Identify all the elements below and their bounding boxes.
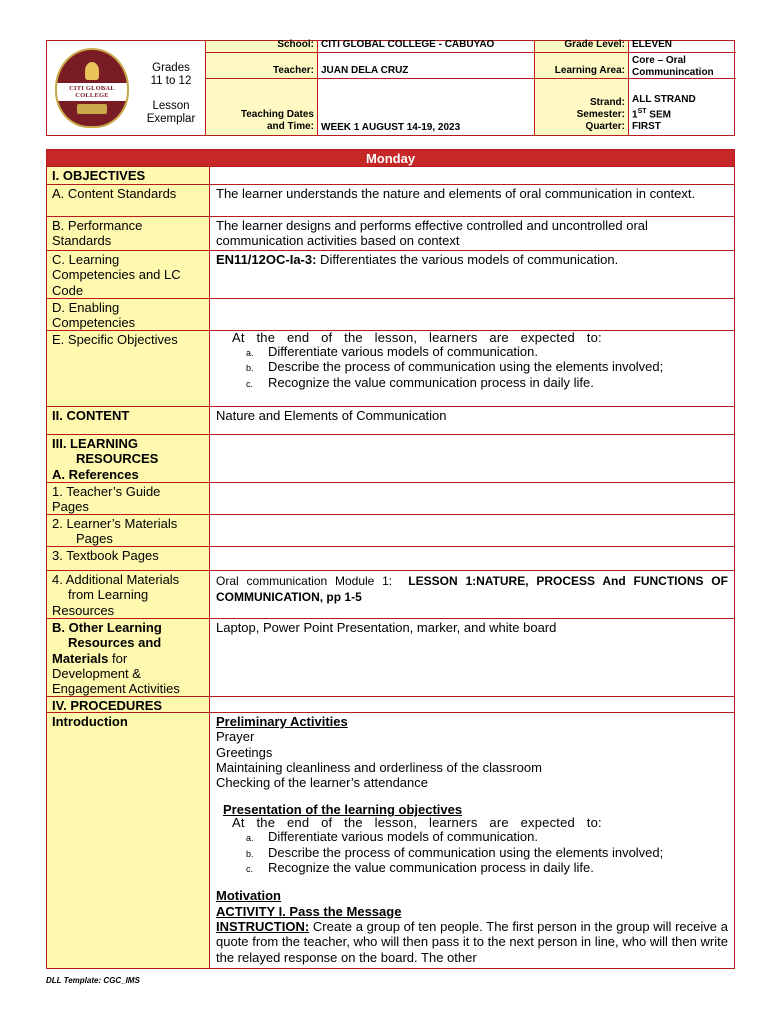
instruction-text: INSTRUCTION: Create a group of ten people. The first person in the group will receive a quote from the teacher, who will then pass it to the next person in line, who will then write the relayed response on the board. The other (216, 918, 728, 965)
day-header: Monday (47, 150, 734, 167)
objectives-heading: I. OBJECTIVES (47, 167, 210, 184)
competency-code: EN11/12OC-Ia-3: (216, 252, 317, 267)
list-item: a. Differentiate various models of communication. (246, 344, 538, 359)
quarter-label: Quarter: (585, 121, 625, 132)
procedures-heading-row (47, 697, 734, 713)
content-standards-text: The learner understands the nature and elements of oral communication in context. (216, 186, 696, 201)
additional-materials-row (47, 571, 734, 619)
teachers-guide-label: 1. Teacher’s Guide Pages (47, 483, 210, 514)
header-row-dates (205, 79, 736, 135)
enabling-competencies-label: D. Enabling Competencies (47, 299, 210, 330)
performance-standards-text: The learner designs and performs effective controlled and uncontrolled oral communication activities based on context (216, 218, 648, 249)
logo-text: CITI GLOBAL COLLEGE (57, 83, 127, 101)
list-item: Checking of the learner’s attendance (216, 775, 428, 791)
grades-range: 11 to 12 (150, 75, 192, 87)
strand-semester-quarter-labels (534, 79, 628, 135)
learning-resources-heading: III. LEARNING RESOURCES A. References (47, 435, 210, 482)
other-resources-text: Laptop, Power Point Presentation, marker, and white board (216, 620, 557, 635)
introduction-content (210, 713, 734, 968)
activity-title: ACTIVITY I. Pass the Message (216, 903, 402, 919)
learning-area-line1: Core – Oral (632, 55, 686, 66)
competencies-text (210, 251, 734, 298)
quarter-value: FIRST (632, 121, 661, 132)
learning-area-label: Learning Area: (534, 53, 628, 78)
content-heading: II. CONTENT (47, 407, 210, 434)
presentation-title: Presentation of the learning objectives (223, 802, 463, 818)
introduction-label: Introduction (47, 713, 210, 968)
motivation-title: Motivation (216, 888, 281, 904)
specific-objectives-list (216, 344, 728, 390)
additional-materials-text: Oral communication Module 1: LESSON 1:NATURE, PROCESS And FUNCTIONS OF COMMUNICATION, pp 1-5 (216, 574, 728, 605)
enabling-competencies-row (47, 299, 734, 331)
content-row (47, 407, 734, 435)
list-item: b. Describe the process of communication using the elements involved; (246, 359, 664, 375)
learning-area-value (628, 53, 736, 78)
lesson-label: Lesson (152, 100, 190, 112)
specific-objectives-content (210, 331, 734, 406)
textbook-label: 3. Textbook Pages (47, 547, 210, 570)
list-item: Prayer (216, 729, 255, 745)
learners-materials-label: 2. Learner’s Materials Pages (47, 515, 210, 546)
strand-value: ALL STRAND (632, 93, 696, 105)
content-standards-row (47, 185, 734, 217)
teachers-guide-row (47, 483, 734, 515)
textbook-row (47, 547, 734, 571)
preliminary-title: Preliminary Activities (216, 714, 348, 729)
objectives-heading-row (47, 167, 734, 185)
torch-icon (85, 62, 99, 80)
school-logo (55, 48, 129, 128)
performance-standards-label: B. Performance Standards (47, 217, 210, 250)
strand-semester-quarter-values (628, 79, 736, 135)
list-item: c. Recognize the value communication process in daily life. (246, 860, 594, 876)
lesson-plan-table (46, 149, 735, 969)
specific-objectives-intro: At the end of the lesson, learners are expected to: (232, 330, 602, 345)
presentation-intro: At the end of the lesson, learners are expected to: (232, 815, 602, 831)
footer-template-label: DLL Template: CGC_IMS (46, 976, 140, 985)
presentation-objectives-list (216, 829, 728, 875)
teacher-value: JUAN DELA CRUZ (317, 53, 534, 78)
learning-resources-row (47, 435, 734, 483)
dates-value: WEEK 1 AUGUST 14-19, 2023 (317, 79, 534, 135)
specific-objectives-label: E. Specific Objectives (47, 331, 210, 406)
list-item: a. Differentiate various models of communication. (246, 829, 538, 845)
other-resources-label: B. Other Learning Resources and Materials for Development & Engagement Activities (47, 619, 210, 696)
list-item: b. Describe the process of communication using the elements involved; (246, 844, 664, 860)
content-text: Nature and Elements of Communication (216, 408, 447, 423)
grade-level-value: ELEVEN (628, 41, 736, 52)
competencies-row (47, 251, 734, 299)
list-item: Greetings (216, 744, 273, 760)
grade-level-label: Grade Level: (534, 41, 628, 52)
list-item: Maintaining cleanliness and orderliness of the classroom (216, 759, 542, 775)
exemplar-label: Exemplar (146, 113, 196, 125)
grades-cell (137, 41, 205, 135)
dates-label (205, 79, 317, 135)
school-value: CITI GLOBAL COLLEGE - CABUYAO (317, 41, 534, 52)
semester-label: Semester: (576, 109, 625, 120)
header-row-school (205, 41, 736, 53)
additional-materials-label: 4. Additional Materials from Learning Resources (47, 571, 210, 618)
header-grid (205, 41, 736, 135)
other-resources-row (47, 619, 734, 697)
competency-description: Differentiates the various models of communication. (316, 252, 619, 267)
header-row-teacher (205, 53, 736, 79)
lesson-header (46, 40, 735, 136)
teacher-label: Teacher: (205, 53, 317, 78)
content-standards-label: A. Content Standards (47, 185, 210, 216)
dates-label-line2: and Time: (266, 121, 314, 132)
logo-cell (47, 41, 137, 135)
performance-standards-row (47, 217, 734, 251)
book-icon (77, 104, 107, 114)
school-label: School: (205, 41, 317, 52)
dates-label-line1: Teaching Dates (240, 109, 314, 120)
list-item: c. Recognize the value communication process in daily life. (246, 374, 594, 390)
learners-materials-row (47, 515, 734, 547)
semester-value: 1ST SEM (632, 107, 671, 120)
learning-area-line2: Communincation (632, 67, 714, 78)
introduction-row (47, 713, 734, 969)
specific-objectives-row (47, 331, 734, 407)
strand-label: Strand: (590, 97, 625, 108)
grades-label: Grades (152, 62, 190, 74)
procedures-heading: IV. PROCEDURES (47, 697, 210, 712)
competencies-label: C. Learning Competencies and LC Code (47, 251, 210, 298)
